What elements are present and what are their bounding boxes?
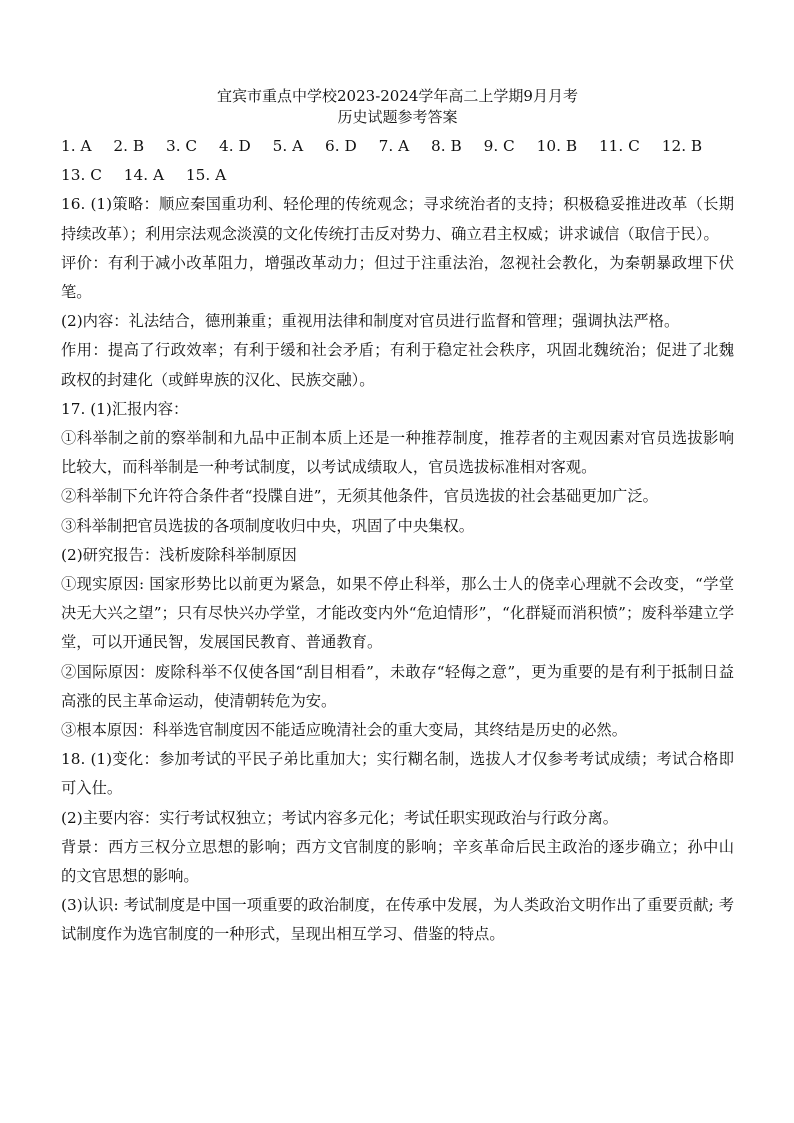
- answer-17-1-point-2: ②科举制下允许符合条件者“投牒自进”，无须其他条件，官员选拔的社会基础更加广泛。: [61, 487, 658, 506]
- answer-17-1-point-3: ③科举制把官员选拔的各项制度收归中央，巩固了中央集权。: [61, 516, 475, 535]
- answer-17-2-heading: (2)研究报告：浅析废除科举制原因: [61, 545, 297, 564]
- document-subtitle: 历史试题参考答案: [337, 108, 458, 126]
- choice-answer: 11. C: [598, 137, 640, 155]
- answer-17-2-point-1: ①现实原因: 国家形势比以前更为紧急，如果不停止科举，那么士人的侥幸心理就不会改变，“学堂决无大兴之望”；只有尽快兴办学堂，才能改变内外“危迫情形”，“化群疑而消积愤”；废科举建立学堂，可以开通民智，发展国民教育、普通教育。: [61, 575, 734, 652]
- answer-18-3: (3)认识: 考试制度是中国一项重要的政治制度，在传承中发展，为人类政治文明作出了重要贡献; 考试制度作为选官制度的一种形式，呈现出相互学习、借鉴的特点。: [61, 896, 734, 944]
- choice-answer: 10. B: [536, 137, 578, 155]
- answer-16-2-effect: 作用：提高了行政效率；有利于缓和社会矛盾；有利于稳定社会秩序，巩固北魏统治；促进了北魏政权的封建化（或鲜卑族的汉化、民族交融）。: [61, 341, 734, 389]
- choice-answer: 8. B: [431, 137, 462, 155]
- choice-answer: 9. C: [483, 137, 515, 155]
- choice-answer: 3. C: [165, 137, 198, 155]
- choice-answer: 5. A: [272, 137, 304, 155]
- answer-17-1-point-1: ①科举制之前的察举制和九品中正制本质上还是一种推荐制度，推荐者的主观因素对官员选拔影响比较大，而科举制是一种考试制度，以考试成绩取人，官员选拔标准相对客观。: [61, 429, 734, 477]
- answer-17-2-point-3: ③根本原因：科举选官制度因不能适应晚清社会的重大变局，其终结是历史的必然。: [61, 721, 627, 740]
- answer-18-2-background: 背景：西方三权分立思想的影响；西方文官制度的影响；辛亥革命后民主政治的逐步确立；孙中山的文官思想的影响。: [61, 837, 734, 886]
- choice-answers-row-1: [61, 132, 734, 161]
- answer-18-1: 18. (1)变化：参加考试的平民子弟比重加大；实行糊名制，选拔人才仅参考考试成绩；考试合格即可入仕。: [61, 750, 734, 798]
- answer-16-2-content: (2)内容：礼法结合，德刑兼重；重视用法律和制度对官员进行监督和管理；强调执法严格。: [61, 312, 680, 331]
- document-title: 宜宾市重点中学校2023-2024学年高二上学期9月月考: [217, 87, 578, 105]
- choice-answer: 12. B: [661, 137, 703, 155]
- choice-answer: 4. D: [219, 137, 251, 155]
- choice-answers-row-2: [61, 161, 734, 190]
- choice-answer: 6. D: [325, 137, 357, 155]
- choice-answer: 15. A: [185, 166, 227, 185]
- answer-16-1-strategy: 16. (1)策略：顺应秦国重功利、轻伦理的传统观念；寻求统治者的支持；积极稳妥推进改革（长期持续改革）；利用宗法观念淡漠的文化传统打击反对势力、确立君主权威；讲求诚信（取信于民）。: [61, 195, 734, 243]
- choice-answer: 1. A: [61, 137, 92, 155]
- answer-17-2-point-2: ②国际原因：废除科举不仅使各国“刮目相看”，未敢存“轻侮之意”，更为重要的是有利于抵制日益高涨的民主革命运动，使清朝转危为安。: [61, 662, 734, 710]
- choice-answer: 13. C: [61, 166, 102, 185]
- answer-16-1-evaluation: 评价：有利于减小改革阻力，增强改革动力；但过于注重法治，忽视社会教化，为秦朝暴政埋下伏笔。: [61, 253, 734, 302]
- answer-18-2-content: (2)主要内容：实行考试权独立；考试内容多元化；考试任职实现政治与行政分离。: [61, 808, 619, 827]
- choice-answer: 14. A: [123, 166, 165, 185]
- answer-17-1-heading: 17. (1)汇报内容：: [61, 399, 189, 418]
- choice-answer: 7. A: [378, 137, 410, 155]
- choice-answer: 2. B: [113, 137, 145, 155]
